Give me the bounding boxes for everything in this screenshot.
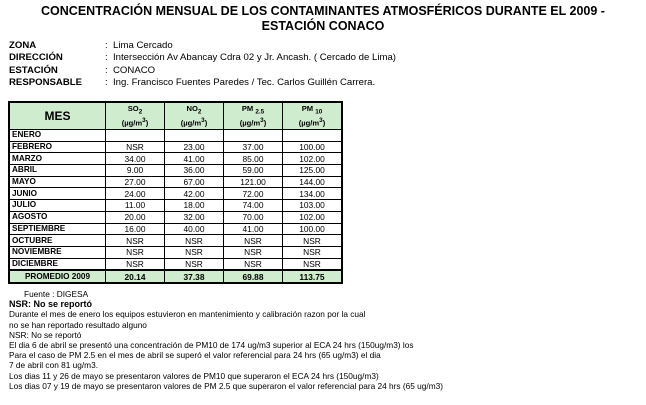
info-row-direccion: DIRECCIÓN : Intersección Av Abancay Cdra 02 y Jr. Ancash. ( Cercado de Lima) (9, 52, 396, 64)
report-title-line2: ESTACIÓN CONACO (261, 19, 385, 33)
table-row: MARZO 34.00 41.00 85.00 102.00 (9, 153, 342, 165)
header-pm10: PM $_{10}$ $(\mu g/m^3)$ (283, 102, 343, 130)
info-value: CONACO (113, 64, 156, 76)
nsr-legend: NSR: No se reportó (9, 299, 93, 310)
report-title-line1: CONCENTRACIÓN MENSUAL DE LOS CONTAMINANTES ATMOSFÉRICOS DURANTE EL 2009 - (41, 4, 605, 18)
header-mes: MES (9, 102, 106, 130)
concentration-table (8, 101, 343, 284)
header-pm25: PM $_{2.5}$ $(\mu g/m^3)$ (224, 102, 283, 130)
table-row: DICIEMBRE NSR NSR NSR NSR (9, 258, 342, 270)
table-row: JUNIO 24.00 42.00 72.00 134.00 (9, 188, 342, 200)
header-so2: $SO_2$ $(\mu g/m^3)$ (106, 102, 165, 130)
info-label: ZONA (9, 40, 37, 51)
table-row: FEBRERO NSR 23.00 37.00 100.00 (9, 141, 342, 153)
note-line: no se han reportado resultado alguno (9, 319, 147, 330)
header-no2: $NO_2$ $(\mu g/m^3)$ (165, 102, 224, 130)
note-line: NSR: No se reportó (9, 329, 82, 340)
table-row: AGOSTO 20.00 32.00 70.00 102.00 (9, 211, 342, 223)
note-line: Durante el mes de enero los equipos estuvieron en mantenimiento y calibración razon por la cual (9, 309, 366, 320)
info-label: RESPONSABLE (9, 77, 83, 89)
table-body (9, 130, 342, 284)
info-value: Ing. Francisco Fuentes Paredes / Tec. Carlos Guillén Carrera. (113, 77, 376, 89)
table-header-row (9, 102, 342, 130)
source-note: Fuente : DIGESA (24, 289, 89, 299)
info-value: Lima Cercado (113, 40, 173, 51)
table-row: JULIO 11.00 18.00 74.00 103.00 (9, 200, 342, 212)
table-row: ENERO (9, 130, 342, 142)
station-info (9, 40, 396, 90)
info-value: Intersección Av Abancay Cdra 02 y Jr. Ancash. ( Cercado de Lima) (113, 52, 396, 64)
note-line: 7 de abril con 81 ug/m3. (9, 360, 99, 371)
info-label: DIRECCIÓN (9, 52, 63, 64)
info-row-responsable: RESPONSABLE : Ing. Francisco Fuentes Paredes / Tec. Carlos Guillén Carrera. (9, 77, 376, 89)
table-row: OCTUBRE NSR NSR NSR NSR (9, 235, 342, 247)
note-line: Los dias 11 y 26 de mayo se presentaron valores de PM10 que superaron el ECA 24 hrs (150ug/m3) (9, 370, 379, 381)
table-row: MAYO 27.00 67.00 121.00 144.00 (9, 176, 342, 188)
table-row: ABRIL 9.00 36.00 59.00 125.00 (9, 165, 342, 177)
table-row: SEPTIEMBRE 16.00 40.00 41.00 100.00 (9, 223, 342, 235)
info-label: ESTACIÓN (9, 64, 58, 76)
note-line: El dia 6 de abril se presentó una concentración de PM10 de 174 ug/m3 superior al ECA 24 hrs (150ug/m3) los (9, 340, 414, 351)
notes-section (9, 289, 443, 391)
promedio-row: PROMEDIO 2009 20.14 37.38 69.88 113.75 (9, 270, 342, 283)
note-line: Los dias 07 y 19 de mayo se presentaron valores de PM 2.5 que superaron el valor referencial para 24 hrs (65 ug/m3) (9, 380, 443, 391)
table-row: NOVIEMBRE NSR NSR NSR NSR (9, 246, 342, 258)
info-row-estacion: ESTACIÓN : CONACO (9, 64, 156, 76)
note-line: Para el caso de PM 2.5 en el mes de abril se superó el valor referencial para 24 hrs (65 ug/m3) el dia (9, 350, 381, 361)
info-row-zona: ZONA : Lima Cercado (9, 40, 173, 51)
